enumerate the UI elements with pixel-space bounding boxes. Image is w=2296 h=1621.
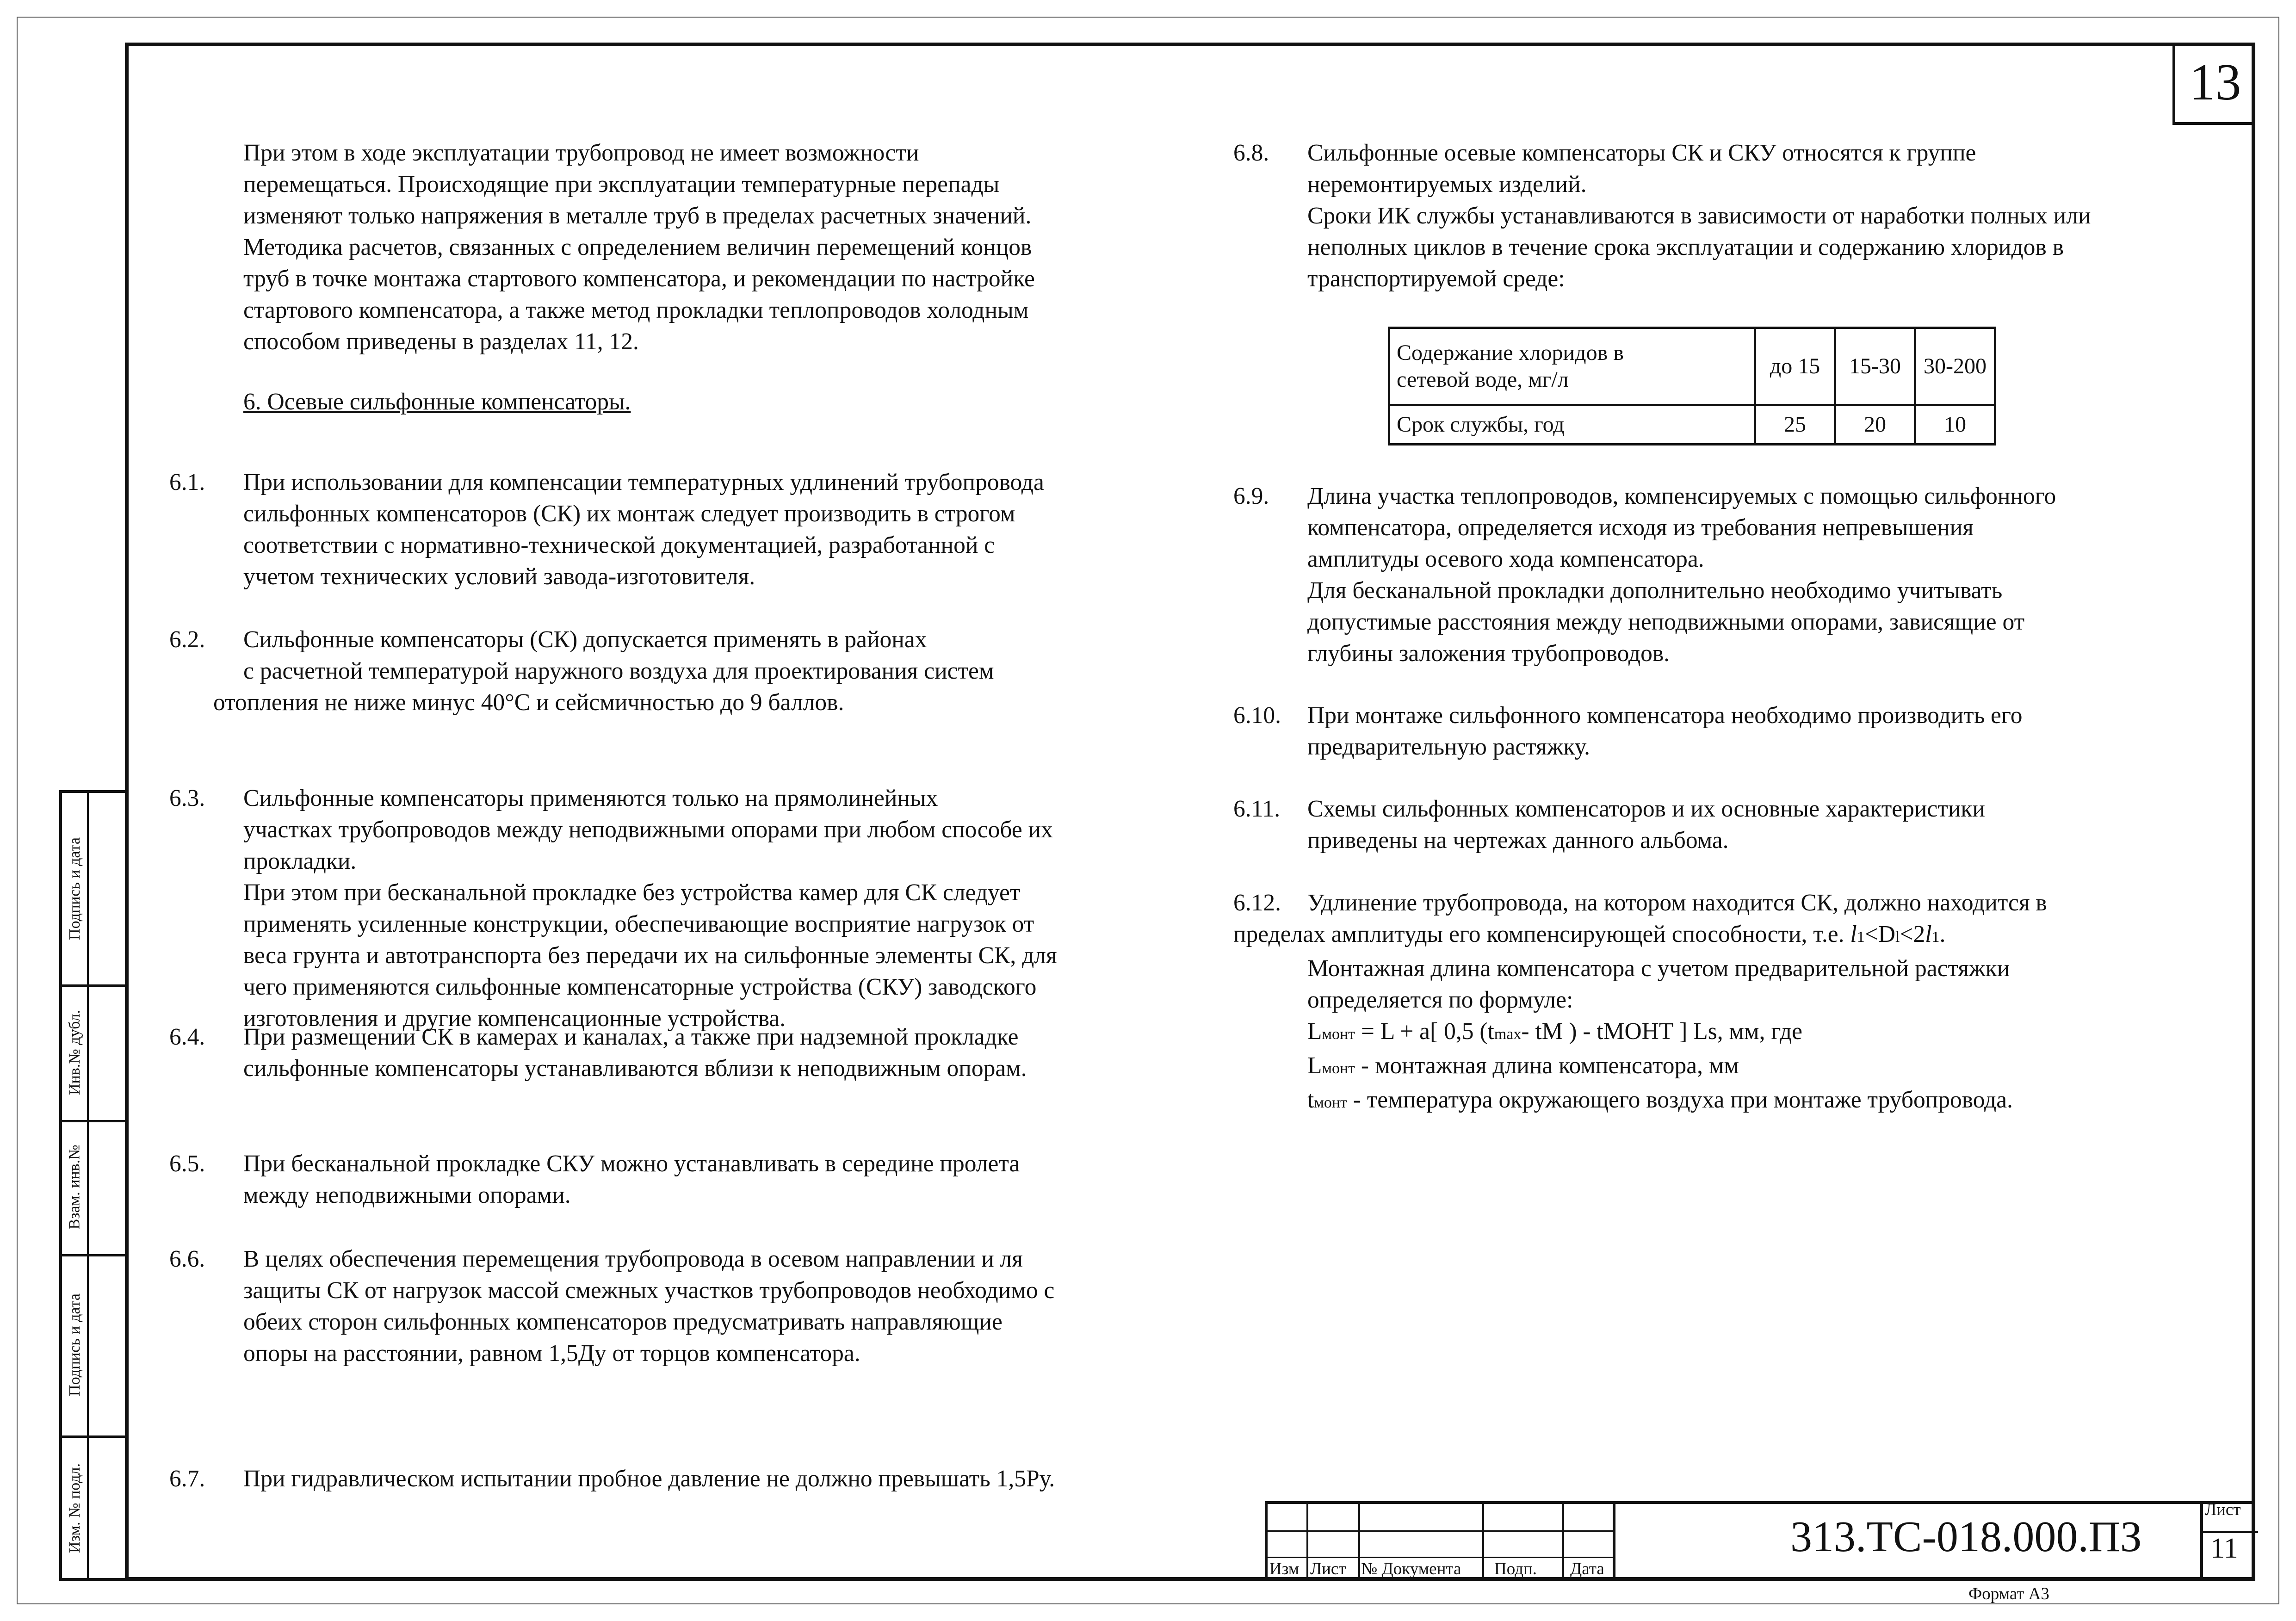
item-line: неремонтируемых изделий. [1307, 171, 1587, 198]
item-number: 6.6. [169, 1246, 205, 1272]
item-line: с расчетной температурой наружного воздуха для проектирования систем [243, 658, 994, 684]
item-line: Сильфонные осевые компенсаторы СК и СКУ относятся к группе [1307, 140, 1976, 166]
item-line: глубины заложения трубопроводов. [1307, 640, 1670, 667]
item-line: При гидравлическом испытании пробное давление не должно превышать 1,5Ру. [243, 1466, 1055, 1492]
item-line: При использовании для компенсации температурных удлинений трубопровода [243, 469, 1044, 495]
table-label-line: сетевой воде, мг/л [1397, 367, 1569, 392]
table-cell: 15-30 [1835, 328, 1915, 405]
text-run: l [1850, 921, 1857, 947]
item-6-5 [169, 1148, 1243, 1211]
item-line: между неподвижными опорами. [243, 1182, 571, 1208]
table-cell: до 15 [1755, 328, 1835, 405]
item-line: применять усиленные конструкции, обеспечивающие восприятие нагрузок от [243, 911, 1034, 937]
text-run: L [1307, 1052, 1322, 1079]
item-line: Сильфонные компенсаторы (СК) допускается применять в районах [243, 626, 927, 653]
item-line: учетом технических условий завода-изготовителя. [243, 563, 755, 590]
item-6-7 [169, 1463, 1243, 1495]
tb-line [1482, 1504, 1484, 1581]
intro-line: При этом в ходе эксплуатации трубопровод не имеет возможности [243, 140, 919, 166]
item-line: Удлинение трубопровода, на котором находится СК, должно находится в [1307, 890, 2047, 916]
tb-line [1358, 1504, 1360, 1581]
item-number: 6.7. [169, 1466, 205, 1492]
intro-line: труб в точке монтажа стартового компенсатора, и рекомендации по настройке [243, 266, 1035, 292]
text-run: - tM ) - tМОНТ ] Ls, мм, где [1521, 1018, 1803, 1045]
tb-caption: Изм [1269, 1559, 1300, 1578]
intro-line: стартового компенсатора, а также метод прокладки теплопроводов холодным [243, 297, 1029, 323]
table-cell: 10 [1915, 405, 1995, 445]
item-line: При бесканальной прокладке СКУ можно устанавливать в середине пролета [243, 1151, 1020, 1177]
text-run: пределах амплитуды его компенсирующей способности, т.е. [1233, 921, 1850, 947]
item-line: Длина участка теплопроводов, компенсируемых с помощью сильфонного [1307, 483, 2056, 509]
sheet-number-top: 13 [2172, 43, 2255, 125]
item-number: 6.4. [169, 1024, 205, 1050]
intro-line: перемещаться. Происходящие при эксплуатации температурные перепады [243, 171, 1000, 198]
item-6-3 [169, 783, 1243, 1034]
item-line: обеих сторон сильфонных компенсаторов предусматривать направляющие [243, 1309, 1003, 1335]
tb-caption: Лист [1310, 1559, 1346, 1578]
text-run: монт [1322, 1026, 1355, 1043]
item-line: веса грунта и автотранспорта без передачи их на сильфонные элементы СК, для [243, 942, 1057, 969]
tb-line [1306, 1504, 1308, 1581]
section-heading: 6. Осевые сильфонные компенсаторы. [243, 389, 631, 415]
item-line: При размещении СК в камерах и каналах, а также при надземной прокладке [243, 1024, 1019, 1050]
item-line: защиты СК от нагрузок массой смежных участков трубопроводов необходимо с [243, 1277, 1055, 1304]
item-6-12 [1233, 887, 2228, 1119]
item-line: Схемы сильфонных компенсаторов и их основные характеристики [1307, 796, 1985, 822]
item-line: транспортируемой среде: [1307, 266, 1565, 292]
item-line: При этом при бесканальной прокладке без устройства камер для СК следует [243, 879, 1021, 906]
item-line: предварительную растяжку. [1307, 734, 1590, 760]
side-label: Подпись и дата [66, 1293, 83, 1396]
side-stamp [59, 790, 125, 1581]
intro-line: изменяют только напряжения в металле труб в пределах расчетных значений. [243, 203, 1032, 229]
item-number: 6.12. [1233, 890, 1281, 916]
text-run: l [1895, 928, 1900, 946]
item-6-8 [1233, 137, 2091, 295]
definition-line [1233, 1084, 2228, 1119]
table-label-line: Содержание хлоридов в [1397, 340, 1624, 365]
item-6-9 [1233, 481, 2056, 669]
text-run: 1 [1857, 928, 1865, 946]
tb-line [1562, 1504, 1564, 1581]
text-run: l [1925, 921, 1932, 947]
side-label: Инв.№ дубл. [66, 1009, 84, 1095]
item-line: сильфонных компенсаторов (СК) их монтаж следует производить в строгом [243, 501, 1015, 527]
side-label: Взам. инв.№ [66, 1145, 84, 1230]
side-label: Изм. № подл. [66, 1463, 84, 1553]
intro-line: Методика расчетов, связанных с определением величин перемещений концов [243, 234, 1032, 260]
text-run: монт [1322, 1060, 1355, 1077]
formula-line [1233, 1016, 2228, 1050]
item-number: 6.11. [1233, 796, 1281, 822]
text-run: монт [1314, 1094, 1347, 1111]
page-number: 11 [2210, 1533, 2238, 1564]
item-number: 6.10. [1233, 702, 1281, 729]
table-cell: 20 [1835, 405, 1915, 445]
table-cell-label: Срок службы, год [1389, 405, 1755, 445]
item-line: определяется по формуле: [1307, 987, 1573, 1013]
item-number: 6.5. [169, 1151, 205, 1177]
tb-caption: Дата [1570, 1559, 1604, 1578]
item-number: 6.1. [169, 469, 205, 495]
item-line [1233, 919, 2228, 953]
item-number: 6.3. [169, 785, 205, 811]
item-line: Сильфонные компенсаторы применяются только на прямолинейных [243, 785, 938, 811]
item-line: сильфонные компенсаторы устанавливаются вблизи к неподвижным опорам. [243, 1055, 1027, 1082]
table-row [1389, 405, 1995, 445]
tb-caption: № Документа [1361, 1559, 1461, 1578]
item-line: Для бесканальной прокладки дополнительно необходимо учитывать [1307, 577, 2003, 604]
tb-line [2200, 1504, 2203, 1581]
side-label: Подпись и дата [66, 837, 83, 940]
item-line: отопления не ниже минус 40°С и сейсмичностью до 9 баллов. [213, 689, 844, 716]
chloride-table [1388, 327, 1996, 445]
item-line: соответствии с нормативно-технической документацией, разработанной с [243, 532, 995, 558]
definition-line [1233, 1050, 2228, 1084]
intro-line: способом приведены в разделах 11, 12. [243, 328, 639, 355]
text-run: L [1307, 1018, 1322, 1045]
item-line: чего применяются сильфонные компенсаторные устройства (СКУ) заводского [243, 974, 1037, 1000]
item-line: допустимые расстояния между неподвижными опорами, зависящие от [1307, 609, 2025, 635]
item-number: 6.2. [169, 626, 205, 653]
item-line: изготовления и другие компенсационные устройства. [243, 1005, 786, 1032]
item-6-6 [169, 1244, 1243, 1369]
text-run: <D [1864, 921, 1895, 947]
item-line: прокладки. [243, 848, 357, 874]
item-line: При монтаже сильфонного компенсатора необходимо производить его [1307, 702, 2023, 729]
table-cell: 25 [1755, 405, 1835, 445]
table-cell: 30-200 [1915, 328, 1995, 405]
table-cell-label [1389, 328, 1755, 405]
tb-caption: Подп. [1494, 1559, 1537, 1578]
text-run: - температура окружающего воздуха при монтаже трубопровода. [1347, 1087, 2013, 1113]
text-run: . [1939, 921, 1946, 947]
item-6-10 [1233, 700, 2023, 763]
text-run: max [1494, 1026, 1522, 1043]
item-number: 6.9. [1233, 483, 1269, 509]
text-run: - монтажная длина компенсатора, мм [1355, 1052, 1739, 1079]
table-row [1389, 328, 1995, 405]
tb-line [1268, 1557, 1613, 1558]
item-6-1 [169, 467, 1243, 593]
item-line: В целях обеспечения перемещения трубопровода в осевом направлении и ля [243, 1246, 1023, 1272]
text-run: = L + a[ 0,5 (t [1355, 1018, 1494, 1045]
format-label: Формат А3 [1968, 1584, 2049, 1603]
tb-line [1268, 1530, 1613, 1532]
item-line: неполных циклов в течение срока эксплуатации и содержанию хлоридов в [1307, 234, 2064, 260]
item-line: Монтажная длина компенсатора с учетом предварительной растяжки [1307, 955, 2010, 982]
tb-line [1613, 1504, 1615, 1581]
text-run: <2 [1900, 921, 1925, 947]
item-line: приведены на чертежах данного альбома. [1307, 827, 1729, 854]
text-run: t [1307, 1087, 1314, 1113]
chloride-table-wrap [1388, 327, 1996, 445]
item-6-4 [169, 1021, 1243, 1084]
text-run: 1 [1931, 928, 1940, 946]
item-line: участках трубопроводов между неподвижными опорами при любом способе их [243, 817, 1053, 843]
item-line: опоры на расстоянии, равном 1,5Ду от торцов компенсатора. [243, 1340, 860, 1367]
intro-paragraph [243, 137, 1035, 358]
item-6-2 [169, 624, 1243, 718]
item-line: амплитуды осевого хода компенсатора. [1307, 546, 1704, 572]
document-code: 313.ТС-018.000.ПЗ [1790, 1513, 2142, 1561]
item-6-11 [1233, 793, 1985, 856]
item-number: 6.8. [1233, 140, 1269, 166]
side-divider [87, 793, 89, 1578]
item-line: компенсатора, определяется исходя из требования непревышения [1307, 514, 1974, 541]
item-line: Сроки ИК службы устанавливаются в зависимости от наработки полных или [1307, 203, 2091, 229]
sheet-label: Лист [2205, 1500, 2241, 1519]
